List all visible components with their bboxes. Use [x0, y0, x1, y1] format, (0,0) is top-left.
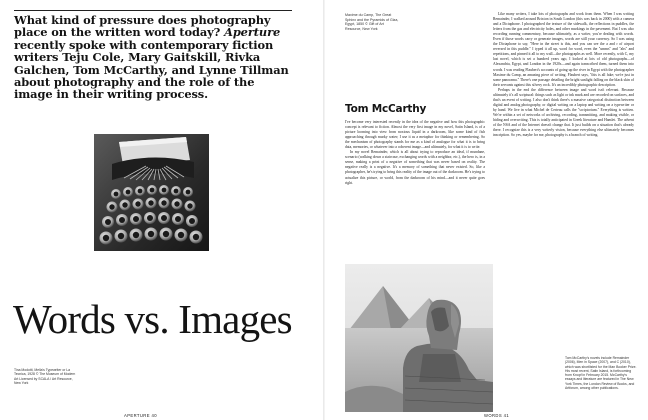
intro-brand: Aperture — [224, 25, 281, 40]
page-gutter — [323, 0, 325, 420]
body-paragraph: Like many writers, I take lots of photographs and work from them. When I was writing Remainder, I walked around Brixton in South London (this was back in 2000) with a camera and a Dictaphone. I photographed the texture of the sidewalk, the reflections in puddles, the letters from the gas and electricity holes, and other markings in the pavement. But I was also recording running commentary, because ultimately, as a writer, you're dealing with words. Even if those words carry or generate images, words are still your currency. So I was using the Dictaphone to say, "Here in the street is this, and you can see the a and r of airport reversed in this puddle." I typed it all up, word for word, even the "umms" and "ahs" and repetitions, and pinned it all to my wall—the photographs as well. More recently, with C, my last novel, which is set a hundred years ago, I looked at lots of old photographs—of Alexandria, Egypt, and London in the 1920s—and again transcribed them, turned them into words. I was reading Flaubert's accounts of going up the river in Egypt with the photographer Maxime du Camp, an amazing piece of writing. Flaubert says, "this is all fake; we're just in some panorama." There's one passage detailing the bright sunlight falling on the black skin of their servants against this silvery rock. It's an incredibly photographic description. — [493, 12, 634, 87]
body-paragraph: Perhaps in the end the difference between image and word isn't relevant. Because ultimately it's all scriptural: things such as light or ink mark and are recorded on surfaces, and that's an event of writing. I also don't think there's a massive categorical distinction between digital and analog photography, or digital writing on a laptop and writing on a typewriter or by hand. We live in what Michel de Certeau calls the "scriptorium." Everything is written. We're within a set of networks of archiving, recording, transmitting, and making visible, or hiding and overwriting. This is totally anticipated in Greek literature and Hamlet. The advent of the NSA and of the Internet doesn't change that. It just builds on a situation that's already there. I recognize this is a very writerly vision, because everything else ultimately becomes inscription. So yes, maybe for me, photography is a branch of writing. — [493, 87, 634, 138]
typewriter-photo — [94, 134, 209, 251]
photo-caption-right-top: Maxime du Camp, The Great Sphinx and the Pyramids of Giza, Egypt, 1850 © Gift of Art Resource, New York — [345, 13, 399, 31]
intro-text-part1: What kind of pressure does photography place on the written word today? — [14, 13, 271, 40]
body-column-left — [345, 120, 485, 186]
body-paragraph: In my novel Remainder, which is all about trying to reproduce an ideal, if mundane, scenario (walking down a staircase, exchanging words with a neighbor, etc.), the hero is, in a sense, making a print of a negative of something that was never based on reality. The negative really is a negative. It's a memory of something that never existed. So, like a photographer, he's trying to bring this reality of the image out of the darkroom. He's trying to actualize this picture, or world, from the darkroom of his mind—and it never quite goes right. — [345, 150, 485, 185]
feature-title: Words vs. Images — [13, 296, 292, 342]
body-paragraph: I've become very interested recently in the idea of the negative and how this photographic concept is relevant to fiction. Almost the very first image in my novel, Satin Island, is of a picture looming into view from noxious liquid in a darkroom, like some kind of fish approaching through murky water; I use it as a metaphor for thinking or remembering. So the mechanism of photography stands for me as a kind of analogue for what it is to bring data, memories, or whatever into a coherent image—and ultimately, for what it is to write. — [345, 120, 485, 150]
intro-text-part2: recently spoke with contemporary fiction writers Teju Cole, Mary Gaitskill, Rivka Galchen, Tom McCarthy, and Lynne Tillman about photography and the role of the image in their writing process. — [14, 37, 289, 102]
body-column-right — [493, 12, 634, 138]
sphinx-photo — [345, 264, 493, 412]
section-heading: Tom McCarthy — [345, 103, 427, 115]
folio-right: WORDS 41 — [484, 413, 510, 418]
author-bio-caption: Tom McCarthy's novels include Remainder (2006), Men in Space (2007), and C (2010), which was shortlisted for the Man Booker Prize. His most recent, Satin Island, is forthcoming from Knopf in February 2015. McCarthy's essays and literature are featured in The New York Times, the London Review of Books, and Artforum, among other publications. — [565, 356, 637, 391]
folio-left: APERTURE 40 — [124, 413, 157, 418]
photo-caption-left: Tina Modotti, Mella's Typewriter or La Tecnica, 1928 © The Museum of Modern Art Licensed by SCALA / Art Resource, New York — [14, 368, 76, 385]
intro-rule — [14, 10, 292, 11]
intro-paragraph — [14, 14, 294, 101]
